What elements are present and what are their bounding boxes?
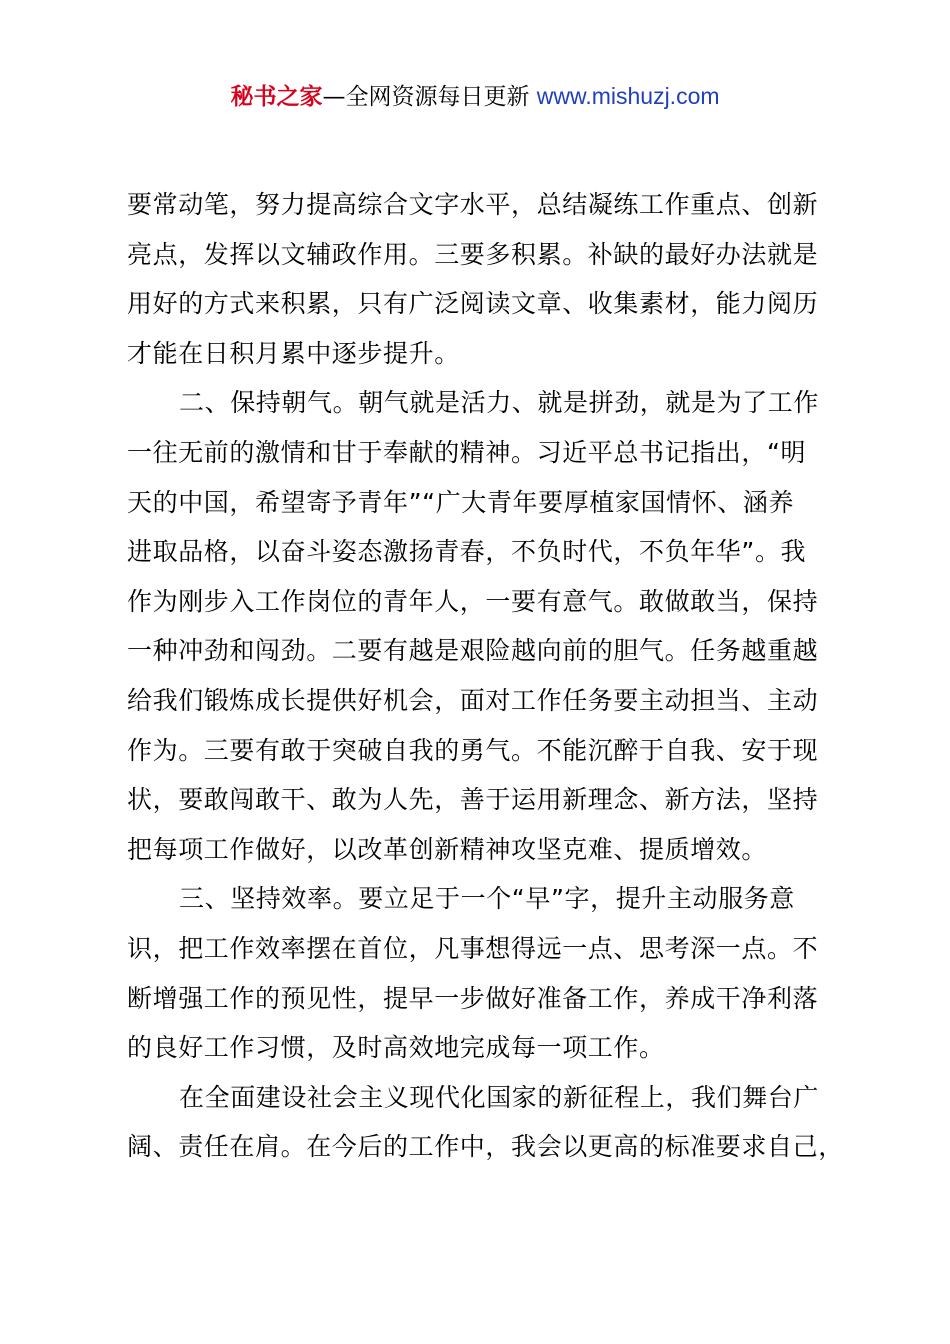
text-line: 进取品格，以奋斗姿态激扬青春，不负时代，不负年华”。我 [127,537,807,567]
site-brand: 秘书之家 [230,84,323,110]
document-body [127,180,844,1172]
text-line: 给我们锻炼成长提供好机会，面对工作任务要主动担当、主动 [127,685,819,715]
text-line: 识，把工作效率摆在首位，凡事想得远一点、思考深一点。不 [127,933,819,963]
paragraph-heading-line: 三、坚持效率。要立足于一个“早”字，提升主动服务意 [179,884,795,914]
site-tagline: —全网资源每日更新 [322,84,530,110]
site-header [0,80,950,113]
text-line: 用好的方式来积累，只有广泛阅读文章、收集素材，能力阅历 [127,289,819,319]
text-line: 断增强工作的预见性，提早一步做好准备工作，养成干净利落 [127,983,819,1013]
text-line: 状，要敢闯敢干、敢为人先，善于运用新理念、新方法，坚持 [127,785,819,815]
text-line: 要常动笔，努力提高综合文字水平，总结凝练工作重点、创新 [127,190,819,219]
text-line: 一种冲劲和闯劲。二要有越是艰险越向前的胆气。任务越重越 [127,636,819,666]
paragraph-heading-line: 二、保持朝气。朝气就是活力、就是拼劲，就是为了工作 [179,388,820,418]
text-line: 的良好工作习惯，及时高效地完成每一项工作。 [127,1033,665,1063]
text-line: 天的中国，希望寄予青年”“广大青年要厚植家国情怀、涵养 [127,487,795,517]
text-line: 阔、责任在肩。在今后的工作中，我会以更高的标准要求自己， [127,1132,844,1162]
text-line: 作为。三要有敢于突破自我的勇气。不能沉醉于自我、安于现 [127,735,819,765]
site-url-link[interactable]: www.mishuzj.com [536,83,720,109]
text-line: 才能在日积月累中逐步提升。 [127,338,460,368]
text-line: 把每项工作做好，以改革创新精神攻坚克难、提质增效。 [127,834,768,864]
text-line: 亮点，发挥以文辅政作用。三要多积累。补缺的最好办法就是 [127,239,819,269]
text-line: 一往无前的激情和甘于奉献的精神。习近平总书记指出，“明 [127,437,807,467]
paragraph-start-line: 在全面建设社会主义现代化国家的新征程上，我们舞台广 [179,1082,820,1112]
text-line: 作为刚步入工作岗位的青年人，一要有意气。敢做敢当，保持 [127,586,819,616]
